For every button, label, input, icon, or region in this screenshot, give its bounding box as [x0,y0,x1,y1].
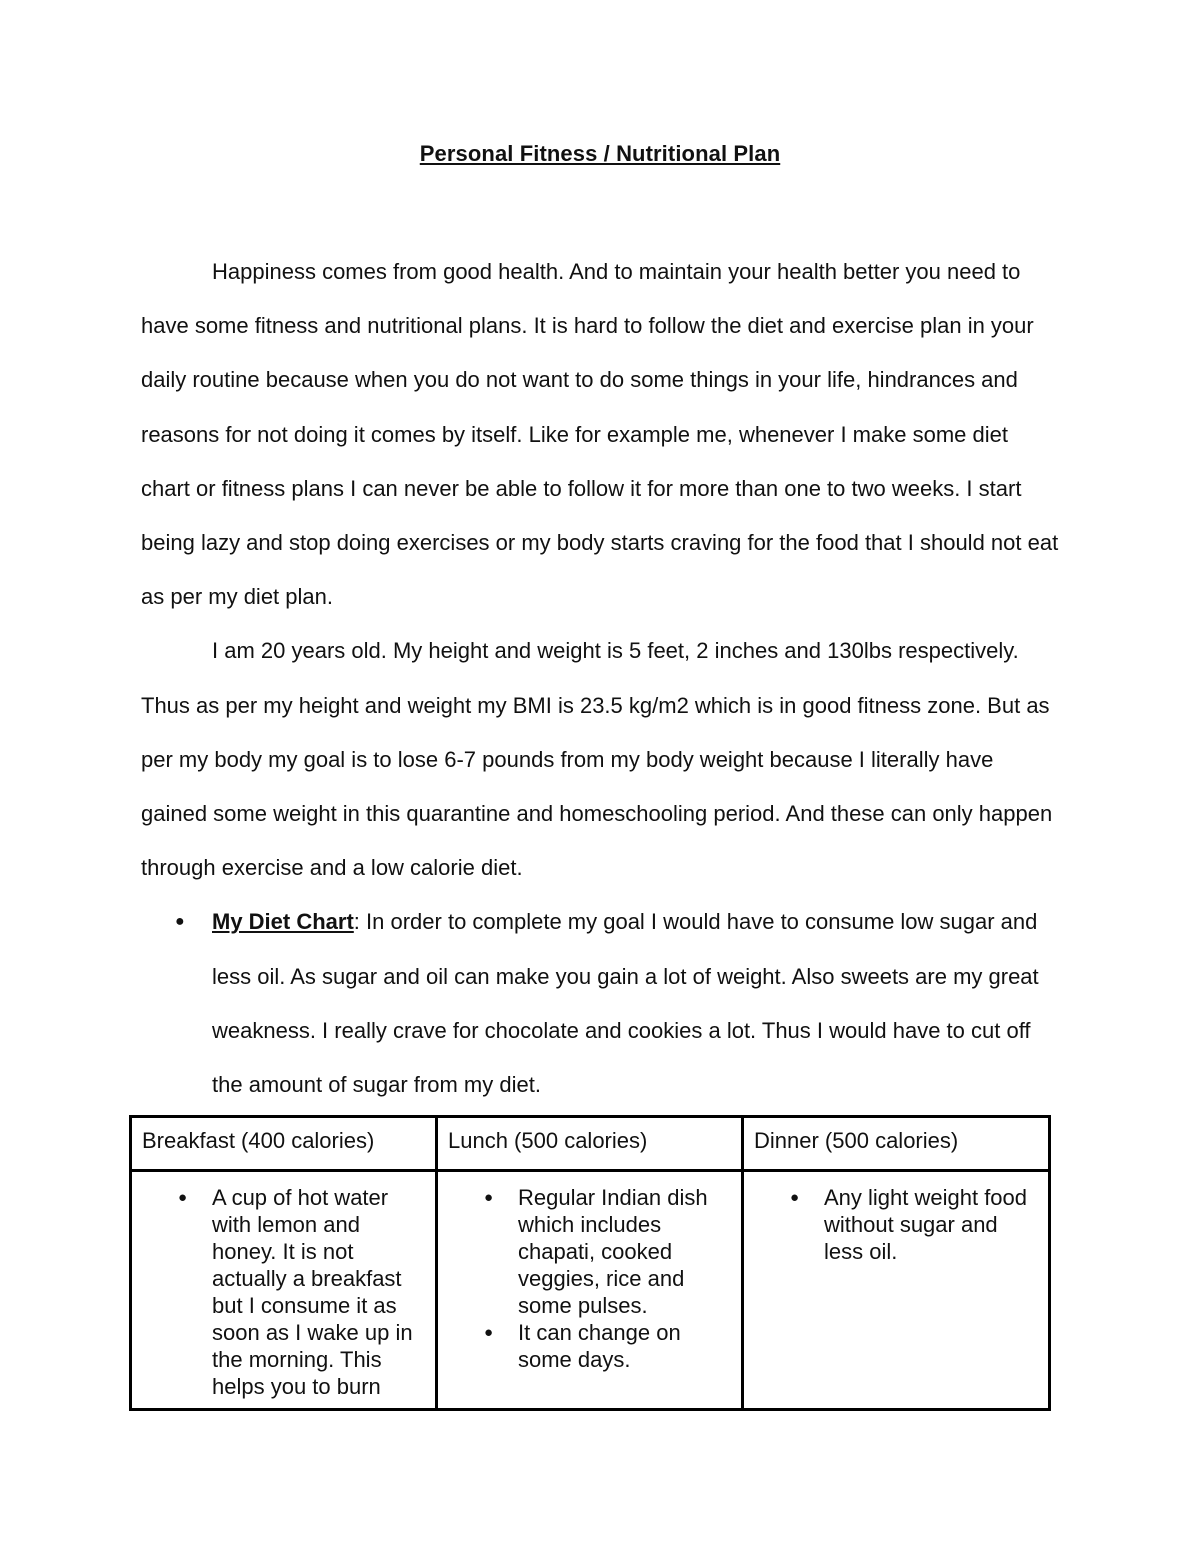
table-header-row [131,1117,1050,1171]
bullet-icon: ● [790,1189,800,1206]
paragraph-intro: Happiness comes from good health. And to maintain your health better you need to have some fitness and nutritional plans. It is hard to follow the diet and exercise plan in your daily routine because when you do not want to do some things in your life, hindrances and reasons for not doing it comes by itself. Like for example me, whenever I make some diet chart or fitness plans I can never be able to follow it for more than one to two weeks. I start being lazy and stop doing exercises or my body starts craving for the food that I should not eat as per my diet plan. [141,259,1059,610]
cell-breakfast [131,1171,437,1410]
diet-chart-heading: My Diet Chart [212,909,354,935]
list-item-text: Any light weight food without sugar and less oil. [824,1185,1028,1264]
bullet-icon: ● [484,1189,494,1206]
list-item [142,1184,425,1400]
bullet-icon: ● [178,1189,188,1206]
header-dinner: Dinner (500 calories) [743,1117,1050,1171]
list-item-text: Regular Indian dish which includes chapati, cooked veggies, rice and some pulses. [518,1185,708,1318]
lunch-list [448,1184,731,1373]
list-item [448,1319,731,1373]
page-title: Personal Fitness / Nutritional Plan [419,141,781,166]
breakfast-list [142,1184,425,1400]
bullet-icon: ● [484,1324,494,1341]
cell-dinner [743,1171,1050,1410]
header-breakfast: Breakfast (400 calories) [131,1117,437,1171]
list-item [448,1184,731,1319]
document-body [141,245,1061,1112]
cell-lunch [437,1171,743,1410]
diet-chart-bullet [141,895,1061,1112]
paragraph-personal-stats: I am 20 years old. My height and weight is 5 feet, 2 inches and 130lbs respectively. Thus as per my height and weight my BMI is 23.5 kg/m2 which is in good fitness zone. But as per my body my goal is to lose 6-7 pounds from my body weight because I literally have gained some weight in this quarantine and homeschooling period. And these can only happen through exercise and a low calorie diet. [141,638,1053,881]
table-row [131,1171,1050,1410]
list-item-text: A cup of hot water with lemon and honey. It is not actually a breakfast but I consume it as soon as I wake up in the morning. This helps you to burn [212,1185,413,1399]
bullet-icon: ● [175,913,185,931]
header-lunch: Lunch (500 calories) [437,1117,743,1171]
list-item [754,1184,1038,1265]
diet-table [129,1115,1051,1411]
dinner-list [754,1184,1038,1265]
list-item-text: It can change on some days. [518,1320,681,1372]
diet-chart-description: : In order to complete my goal I would have to consume low sugar and less oil. As sugar and oil can make you gain a lot of weight. Also sweets are my great weakness. I really crave for chocolate and cookies a lot. Thus I would have to cut off the amount of sugar from my diet. [212,909,1039,1098]
